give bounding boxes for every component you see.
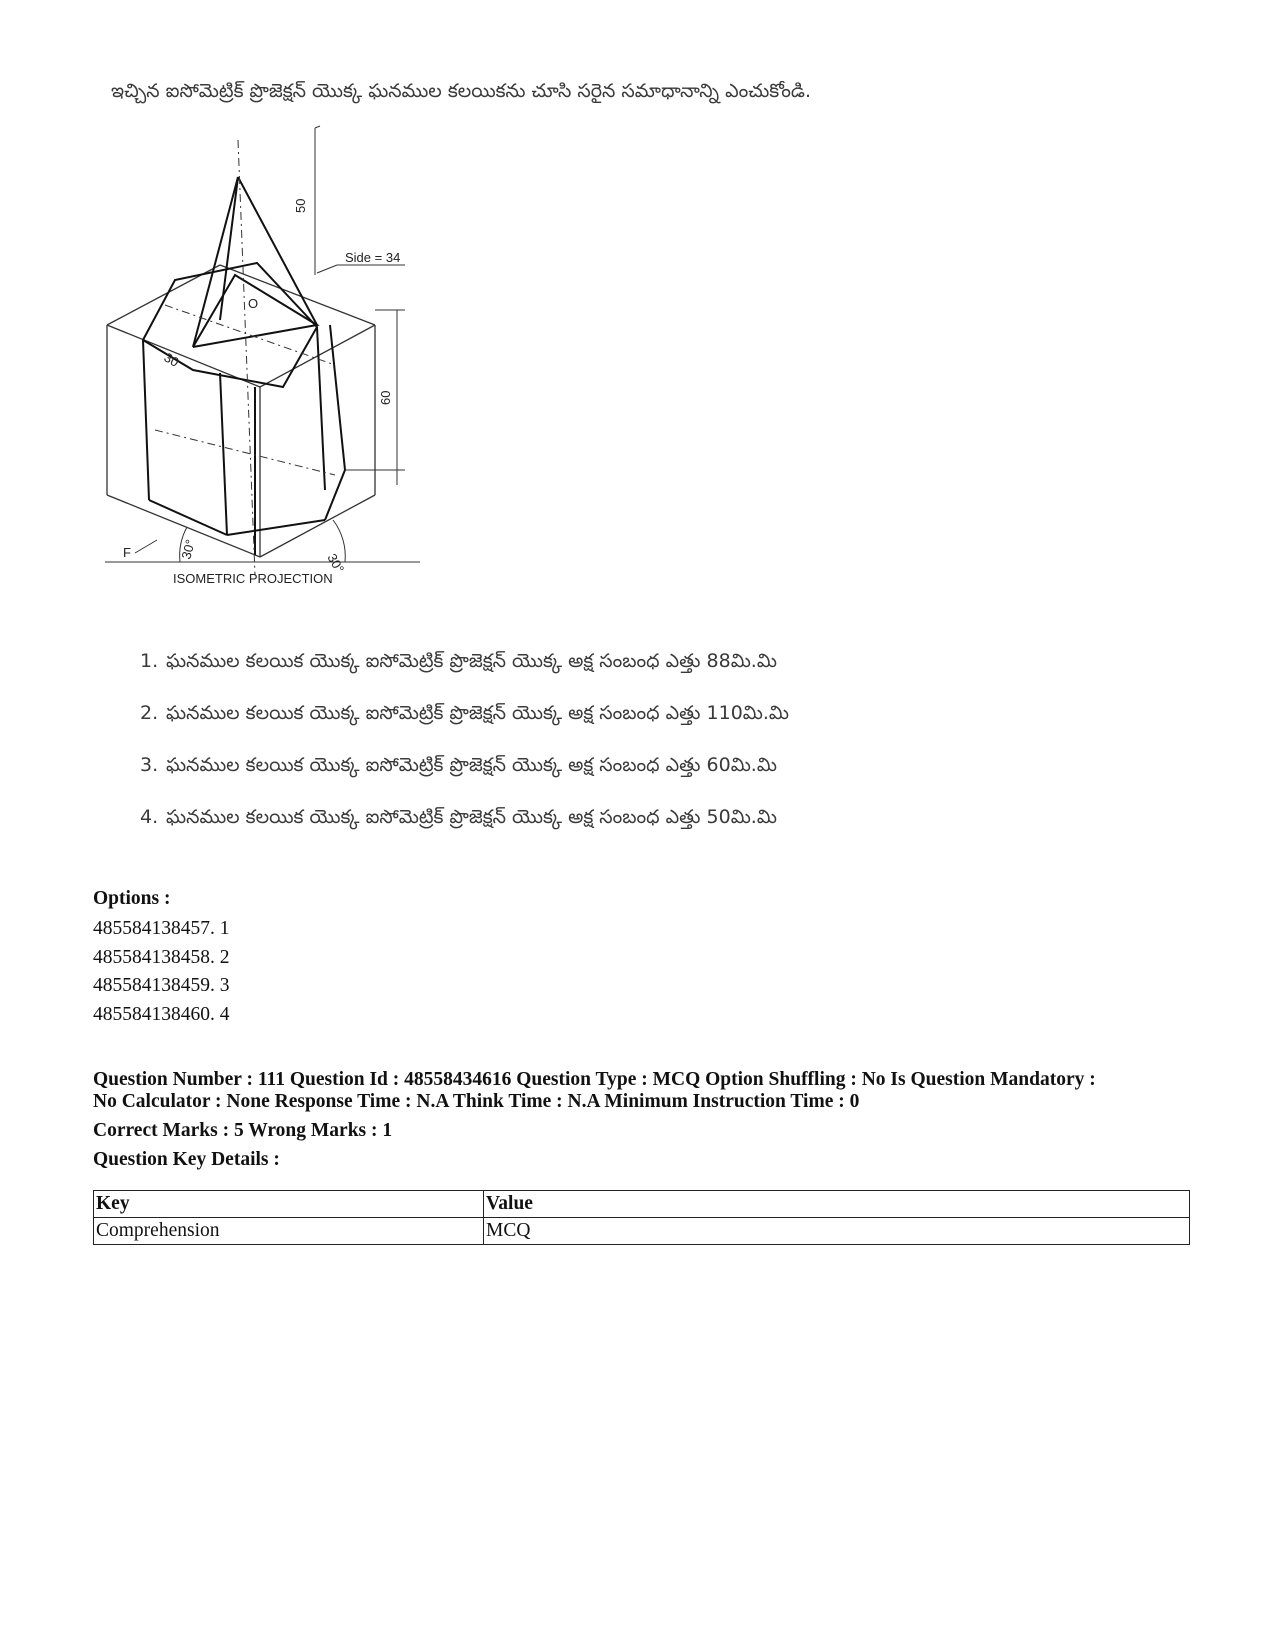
cell-value: MCQ: [484, 1218, 1190, 1245]
prism-edge: [220, 373, 227, 535]
table-row: [94, 1218, 1190, 1245]
prism-edge: [143, 340, 149, 500]
header-key: Key: [94, 1191, 484, 1218]
prism-edge: [317, 327, 325, 490]
figure-caption: ISOMETRIC PROJECTION: [173, 571, 333, 586]
label-f: F: [123, 545, 131, 560]
center-line: [155, 430, 335, 475]
label-60: 60: [378, 390, 393, 405]
options-list: [93, 918, 230, 1032]
pyramid-base: [193, 275, 317, 347]
isometric-figure: [105, 125, 445, 595]
choice-item: 2. ఘనముల కలయిక యొక్క ఐసోమెట్రిక్ ప్రొజెక్షన్ యొక్క అక్ష సంబంధ ఎత్తు 110మి.మి: [140, 702, 790, 724]
label-30: 30: [161, 349, 182, 370]
key-table: [93, 1190, 1190, 1245]
label-50: 50: [293, 198, 308, 213]
header-value: Value: [484, 1191, 1190, 1218]
prism-base: [227, 520, 325, 535]
pyramid-edge: [193, 177, 238, 347]
leader: [317, 265, 337, 273]
question-meta-line2: No Calculator : None Response Time : N.A Think Time : N.A Minimum Instruction Time : 0: [93, 1091, 860, 1112]
f-arrow: [135, 540, 157, 553]
choice-list: [140, 650, 789, 858]
marks-line: Correct Marks : 5 Wrong Marks : 1: [93, 1120, 393, 1141]
question-image: [105, 70, 905, 870]
center-line: [165, 305, 335, 365]
option-item: 485584138458. 2: [93, 946, 230, 968]
label-side: Side = 34: [345, 250, 401, 265]
angle-left-label: 30°: [178, 537, 198, 561]
option-item: 485584138460. 4: [93, 1003, 230, 1025]
option-item: 485584138457. 1: [93, 918, 230, 939]
question-prompt: ఇచ్చిన ఐసోమెట్రిక్ ప్రొజెక్షన్ యొక్క ఘనముల కలయికను చూసి సరైన సమాధానాన్ని ఎంచుకోండి.: [111, 80, 811, 102]
angle-right-label: 30°: [324, 551, 348, 576]
prism-edge: [330, 325, 345, 470]
prism-base: [149, 500, 227, 535]
question-meta-line1: Question Number : 111 Question Id : 48558434616 Question Type : MCQ Option Shuffling : No Is Question Mandatory :: [93, 1069, 1096, 1090]
choice-item: 4. ఘనముల కలయిక యొక్క ఐసోమెట్రిక్ ప్రొజెక్షన్ యొక్క అక్ష సంబంధ ఎత్తు 50మి.మి: [140, 806, 777, 828]
box-edge: [220, 265, 375, 325]
options-heading: Options :: [93, 888, 171, 909]
table-header-row: [94, 1191, 1190, 1218]
choice-item: 1. ఘనముల కలయిక యొక్క ఐసోమెట్రిక్ ప్రొజెక్షన్ యొక్క అక్ష సంబంధ ఎత్తు 88మి.మి: [140, 650, 777, 672]
cell-key: Comprehension: [94, 1218, 484, 1245]
box-edge: [260, 495, 375, 557]
choice-item: 3. ఘనముల కలయిక యొక్క ఐసోమెట్రిక్ ప్రొజెక్షన్ యొక్క అక్ష సంబంధ ఎత్తు 60మి.మి: [140, 754, 777, 776]
pyramid-edge: [220, 177, 238, 320]
dim-tick: [315, 126, 320, 128]
label-o: O: [248, 296, 259, 311]
option-item: 485584138459. 3: [93, 975, 230, 996]
key-details-heading: Question Key Details :: [93, 1149, 280, 1170]
